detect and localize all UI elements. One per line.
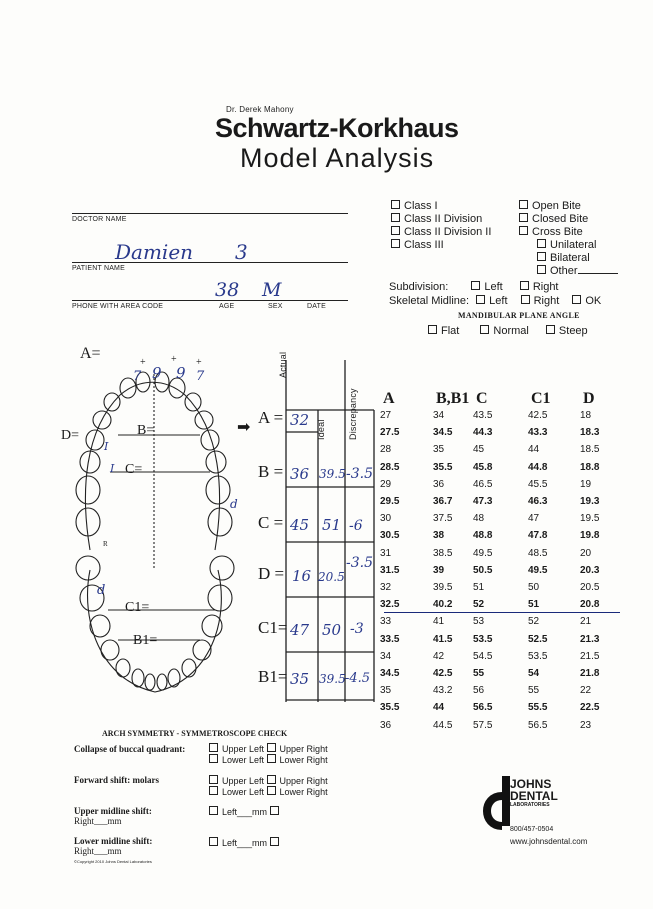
checkbox-icon[interactable]: [519, 200, 528, 209]
checkbox-icon[interactable]: [519, 213, 528, 222]
lookup-cell: 35.5: [433, 461, 453, 473]
lookup-cell: 42: [433, 650, 445, 662]
checkbox-icon[interactable]: [209, 806, 218, 815]
logo-text: JOHNS DENTAL LABORATORIES: [510, 777, 558, 808]
bite-option[interactable]: Closed Bite: [519, 213, 618, 226]
ideal-b[interactable]: 39.5: [319, 467, 346, 481]
lookup-cell: 49.5: [473, 547, 493, 559]
lookup-cell: 19.3: [580, 496, 600, 507]
lookup-cell: 49.5: [528, 564, 548, 576]
checkbox-icon[interactable]: [546, 325, 555, 334]
ideal-d[interactable]: 20.5: [318, 570, 345, 584]
lookup-cell: 51: [473, 582, 485, 593]
lookup-cell: 47.3: [473, 496, 493, 507]
checkbox-icon[interactable]: [267, 775, 276, 784]
mandibular-row: [428, 325, 588, 337]
tooth-mark: 9: [152, 364, 162, 382]
lookup-cell: 18.8: [580, 461, 600, 473]
sex-label: SEX: [268, 303, 283, 310]
lookup-cell: 54.5: [473, 650, 493, 662]
lookup-cell: 28.5: [380, 461, 400, 473]
class-options-left: [391, 200, 491, 252]
checkbox-icon[interactable]: [267, 743, 276, 752]
lookup-cell: 29.5: [380, 496, 400, 507]
checkbox-icon[interactable]: [521, 295, 530, 304]
checkbox-icon[interactable]: [209, 786, 218, 795]
lookup-cell: 45.5: [528, 478, 548, 490]
page-title: Schwartz-Korkhaus: [215, 113, 459, 143]
lookup-cell: 22: [580, 685, 592, 697]
lookup-cell: 41: [433, 616, 445, 628]
lookup-cell: 56: [473, 685, 485, 697]
lookup-cell: 47: [528, 513, 540, 525]
plus-mark: +: [196, 357, 202, 368]
lookup-cell: 39: [433, 564, 445, 576]
logo-web[interactable]: www.johnsdental.com: [510, 837, 588, 846]
class-option[interactable]: Class I: [391, 200, 491, 213]
lookup-cell: 34.5: [380, 668, 400, 679]
class-option[interactable]: Class II Division: [391, 213, 491, 226]
midline-left[interactable]: Left: [476, 295, 507, 307]
tooth-mark: 7: [133, 369, 142, 384]
checkbox-icon[interactable]: [519, 226, 528, 235]
lookup-cell: 41.5: [433, 633, 453, 645]
lookup-cell: 56.5: [473, 702, 493, 714]
checkbox-icon[interactable]: [572, 295, 581, 304]
mandibular-flat[interactable]: Flat: [428, 325, 459, 337]
class-option[interactable]: Class II Division II: [391, 226, 491, 239]
symmetry-title: ARCH SYMMETRY - SYMMETROSCOPE CHECK: [102, 729, 288, 738]
lower-teeth: [76, 556, 234, 690]
lookup-cell: 34.5: [433, 427, 453, 439]
author-name: Dr. Derek Mahony: [226, 105, 294, 114]
lookup-cell: 54: [528, 668, 540, 679]
midline-right[interactable]: Right: [521, 295, 560, 307]
lookup-cell: 47.8: [528, 530, 548, 542]
lookup-cell: 39.5: [433, 582, 453, 593]
lookup-cell: 30: [380, 513, 392, 525]
lookup-cell: 21: [580, 616, 592, 628]
lookup-cell: 48.5: [528, 547, 548, 559]
bite-option[interactable]: Open Bite: [519, 200, 618, 213]
crossbite-option[interactable]: Unilateral: [519, 239, 618, 252]
lookup-cell: 44.8: [528, 461, 548, 473]
midline-row: Skeletal Midline: Left Right OK: [389, 295, 602, 307]
ideal-c[interactable]: 51: [322, 516, 342, 534]
forward-options: [209, 775, 328, 797]
checkbox-icon[interactable]: [428, 325, 437, 334]
lookup-cell: 52.5: [528, 633, 548, 645]
tooth-mark: 9: [176, 364, 186, 382]
midline-ok[interactable]: OK: [572, 295, 601, 307]
checkbox-icon[interactable]: [391, 226, 400, 235]
actual-b1[interactable]: 35: [290, 670, 310, 688]
lookup-cell: 23: [580, 719, 592, 731]
lookup-cell: 21.3: [580, 633, 600, 645]
doctor-name-label: DOCTOR NAME: [72, 216, 127, 223]
lookup-cell: 21.5: [580, 650, 600, 662]
forward-lr[interactable]: Lower Right: [267, 787, 328, 797]
page-subtitle: Model Analysis: [240, 143, 435, 173]
disc-b[interactable]: -3.5: [346, 466, 373, 482]
lookup-cell: 36: [380, 719, 392, 731]
collapse-lr[interactable]: Lower Right: [267, 755, 328, 765]
upper-midline-left[interactable]: Left___mm: [209, 806, 283, 817]
lookup-cell: 27.5: [380, 427, 400, 439]
lower-midline-label: Lower midline shift:: [74, 836, 153, 846]
quadrant-mark: d: [97, 583, 106, 598]
checkbox-icon[interactable]: [209, 837, 218, 846]
checkbox-icon[interactable]: [209, 775, 218, 784]
row-label-c1: C1=: [258, 618, 288, 637]
lookup-cell: 33.5: [380, 633, 400, 645]
disc-d[interactable]: -3.5: [346, 555, 373, 571]
row-label-d: D =: [258, 564, 285, 583]
plus-mark: +: [140, 357, 146, 368]
lookup-cell: 22.5: [580, 702, 600, 714]
d-label: D=: [61, 428, 80, 443]
a-label: A=: [80, 345, 101, 362]
patient-name-value[interactable]: Damien: [115, 240, 194, 264]
lookup-cell: 30.5: [380, 530, 400, 542]
row-label-a: A =: [258, 408, 284, 427]
date-label: DATE: [307, 303, 326, 310]
checkbox-icon[interactable]: [537, 252, 546, 261]
phone-line: [72, 300, 348, 301]
highlight-line: [384, 612, 620, 613]
mandibular-title: MANDIBULAR PLANE ANGLE: [458, 311, 580, 320]
lower-midline-left[interactable]: Left___mm: [209, 837, 283, 848]
upper-midline-right[interactable]: Right___mm: [74, 816, 122, 826]
tooth-mark: 7: [196, 369, 205, 384]
bite-options: [519, 200, 618, 278]
lookup-cell: 55.5: [528, 702, 548, 714]
lookup-cell: 29: [380, 478, 392, 490]
disc-c1[interactable]: -3: [350, 621, 364, 637]
forward-ul[interactable]: Upper Left: [209, 776, 264, 786]
lookup-cell: 43.2: [433, 685, 453, 697]
lookup-cell: 18.5: [580, 444, 600, 456]
lookup-cell: 48: [473, 513, 485, 525]
lookup-cell: 45.8: [473, 461, 493, 473]
lookup-cell: 40.2: [433, 599, 453, 611]
class-option[interactable]: Class III: [391, 239, 491, 252]
checkbox-icon[interactable]: [480, 325, 489, 334]
lookup-cell: 38: [433, 530, 445, 542]
lookup-cell: 19.5: [580, 513, 600, 525]
lookup-cell: 20.8: [580, 599, 600, 611]
crossbite-option[interactable]: Bilateral: [519, 252, 618, 265]
lookup-cell: 20.3: [580, 564, 600, 576]
quadrant-mark: d: [230, 497, 238, 511]
collapse-ul[interactable]: Upper Left: [209, 744, 264, 754]
col-actual-header: Actual: [278, 351, 288, 378]
actual-a[interactable]: 32: [290, 411, 310, 429]
collapse-options: [209, 743, 328, 765]
subdivision-row: Subdivision: Left Right: [389, 281, 559, 293]
patient-name-label: PATIENT NAME: [72, 265, 125, 272]
lookup-cell: 19: [580, 478, 592, 490]
lookup-cell: 32: [380, 582, 392, 593]
arrow-icon: ➡: [237, 419, 251, 436]
collapse-ur[interactable]: Upper Right: [267, 744, 328, 754]
subdivision-left[interactable]: Left: [471, 281, 502, 293]
actual-c1[interactable]: 47: [290, 621, 310, 639]
lookup-cell: 18: [580, 410, 592, 421]
sex-value[interactable]: M: [262, 279, 282, 301]
lookup-cell: 36.7: [433, 496, 453, 507]
checkbox-icon[interactable]: [520, 281, 529, 290]
lookup-cell: 19.8: [580, 530, 600, 542]
crossbite-option[interactable]: Other: [519, 265, 618, 278]
lookup-cell: 31: [380, 547, 392, 559]
mandibular-steep[interactable]: Steep: [546, 325, 588, 337]
lookup-cell: 32.5: [380, 599, 400, 611]
r-mark: R: [103, 540, 108, 548]
lookup-cell: 35.5: [380, 702, 400, 714]
lookup-header: B,B1: [436, 390, 470, 407]
patient-name-line: [72, 262, 348, 263]
checkbox-icon[interactable]: [267, 754, 276, 763]
lookup-cell: 52: [473, 599, 485, 611]
age-label: AGE: [219, 303, 235, 310]
row-label-b: B =: [258, 462, 284, 481]
lookup-cell: 44: [433, 702, 445, 714]
upper-midline-label: Upper midline shift:: [74, 806, 152, 816]
checkbox-icon[interactable]: [537, 265, 546, 274]
age-value[interactable]: 38: [215, 279, 240, 301]
actual-d[interactable]: 16: [292, 567, 312, 585]
lookup-cell: 20.5: [580, 582, 600, 593]
mandibular-normal[interactable]: Normal: [480, 325, 528, 337]
lookup-cell: 50.5: [473, 564, 493, 576]
checkbox-icon[interactable]: [391, 213, 400, 222]
lookup-cell: 52: [528, 616, 540, 628]
lower-midline-right[interactable]: Right___mm: [74, 846, 122, 856]
copyright: ©Copyright 2010 Johns Dental Laboratories: [74, 859, 152, 864]
patient-extra-value: 3: [235, 240, 248, 264]
forward-label: Forward shift: molars: [74, 775, 159, 785]
quadrant-mark: I: [110, 462, 115, 475]
checkbox-icon[interactable]: [270, 837, 279, 846]
lookup-cell: 53.5: [528, 650, 548, 662]
lookup-cell: 57.5: [473, 719, 493, 731]
lookup-cell: 31.5: [380, 564, 400, 576]
checkbox-icon[interactable]: [209, 743, 218, 752]
checkbox-icon[interactable]: [471, 281, 480, 290]
lookup-cell: 37.5: [433, 513, 453, 525]
lookup-cell: 34: [380, 650, 392, 662]
phone-label: PHONE WITH AREA CODE: [72, 303, 164, 310]
actual-c[interactable]: 45: [290, 516, 310, 534]
lookup-cell: 46.5: [473, 478, 493, 490]
checkbox-icon[interactable]: [267, 786, 276, 795]
col-ideal-header: Ideal: [316, 419, 326, 440]
lookup-cell: 44: [528, 444, 540, 456]
b1-label: B1=: [133, 633, 158, 648]
lookup-cell: 27: [380, 410, 392, 421]
lookup-cell: 53: [473, 616, 485, 628]
actual-b[interactable]: 36: [290, 465, 310, 483]
ideal-c1[interactable]: 50: [322, 621, 342, 639]
b-label: B=: [137, 423, 155, 438]
lookup-cell: 46.3: [528, 496, 548, 507]
c-label: C=: [125, 462, 143, 477]
forward-ll[interactable]: Lower Left: [209, 787, 264, 797]
row-label-c: C =: [258, 513, 284, 532]
disc-b1[interactable]: -4.5: [345, 671, 371, 686]
bite-option[interactable]: Cross Bite: [519, 226, 618, 239]
lookup-cell: 38.5: [433, 547, 453, 559]
lookup-cell: 28: [380, 444, 392, 456]
logo-phone: 800/457-0504: [510, 826, 554, 833]
checkbox-icon[interactable]: [209, 754, 218, 763]
lookup-cell: 36: [433, 478, 445, 490]
ideal-b1[interactable]: 39.5: [319, 672, 346, 686]
lookup-cell: 43.5: [473, 410, 493, 421]
lookup-cell: 34: [433, 410, 445, 421]
lookup-cell: 33: [380, 616, 392, 628]
collapse-label: Collapse of buccal quadrant:: [74, 744, 186, 754]
lookup-cell: 42.5: [528, 410, 548, 421]
collapse-ll[interactable]: Lower Left: [209, 755, 264, 765]
checkbox-icon[interactable]: [476, 295, 485, 304]
c1-label: C1=: [125, 600, 150, 615]
lookup-header: C: [476, 390, 488, 407]
lookup-cell: 43.3: [528, 427, 548, 439]
lookup-header: C1: [531, 390, 551, 407]
lookup-cell: 50: [528, 582, 540, 593]
lookup-cell: 48.8: [473, 530, 493, 542]
checkbox-icon[interactable]: [391, 239, 400, 248]
lookup-cell: 35: [433, 444, 445, 456]
row-label-b1: B1=: [258, 667, 288, 686]
quadrant-mark: I: [104, 440, 109, 453]
lookup-header: A: [383, 390, 395, 407]
lookup-cell: 44.3: [473, 427, 493, 439]
lower-arch-outline: [88, 570, 222, 692]
checkbox-icon[interactable]: [391, 200, 400, 209]
plus-mark: +: [171, 354, 177, 365]
lookup-cell: 20: [580, 547, 592, 559]
lookup-cell: 55: [528, 685, 540, 697]
lookup-cell: 45: [473, 444, 485, 456]
lookup-header: D: [583, 390, 595, 407]
col-discrepancy-header: Discrepancy: [348, 388, 358, 440]
lookup-cell: 56.5: [528, 719, 548, 731]
lookup-cell: 35: [380, 685, 392, 697]
lookup-cell: 44.5: [433, 719, 453, 731]
forward-ur[interactable]: Upper Right: [267, 776, 328, 786]
lookup-cell: 18.3: [580, 427, 600, 439]
dental-arch-diagram: [50, 340, 260, 715]
lookup-cell: 55: [473, 668, 485, 679]
doctor-name-line[interactable]: [72, 213, 348, 214]
checkbox-icon[interactable]: [270, 806, 279, 815]
subdivision-right[interactable]: Right: [520, 281, 559, 293]
lookup-cell: 42.5: [433, 668, 453, 679]
lookup-cell: 53.5: [473, 633, 493, 645]
checkbox-icon[interactable]: [537, 239, 546, 248]
disc-c[interactable]: -6: [349, 518, 363, 534]
lookup-cell: 51: [528, 599, 540, 611]
lookup-cell: 21.8: [580, 668, 600, 679]
